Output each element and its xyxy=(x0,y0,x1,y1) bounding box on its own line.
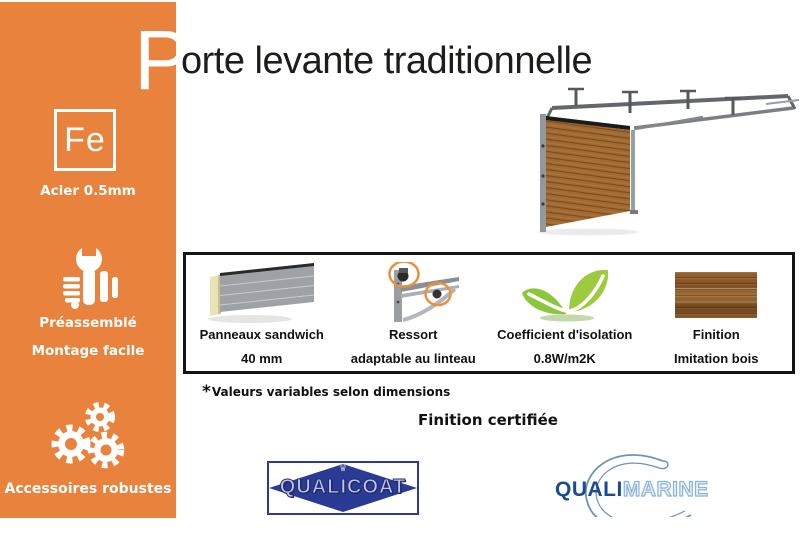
qualimarine-prefix: QUALI xyxy=(555,478,623,501)
asterisk-mark: * xyxy=(202,382,211,402)
feature-title: Panneaux sandwich xyxy=(199,327,324,342)
qualimarine-logo xyxy=(545,449,725,517)
fe-symbol: Fe xyxy=(64,120,106,159)
feature-sandwich-panel xyxy=(186,255,338,371)
feature-spring xyxy=(338,255,490,371)
accessories-label: Accessoires robustes xyxy=(4,481,172,497)
page-title-initial: P xyxy=(134,13,191,107)
qualicoat-wordmark: QUALICOAT xyxy=(279,476,407,498)
wrench-tools-icon xyxy=(0,243,176,311)
footnote-text: Valeurs variables selon dimensions xyxy=(211,385,451,399)
qualicoat-logo xyxy=(267,461,419,515)
qualimarine-suffix: MARINE xyxy=(622,478,709,501)
sandwich-panel-image xyxy=(202,263,322,323)
certified-finish-label: Finition certifiée xyxy=(418,411,558,429)
preassembled-label: Préassemblé xyxy=(39,315,137,331)
feature-value: 40 mm xyxy=(241,351,283,366)
feature-value: adaptable au linteau xyxy=(350,351,476,366)
easy-mount-label: Montage facile xyxy=(31,343,145,359)
feature-value: 0.8W/m2K xyxy=(533,351,596,366)
feature-finish xyxy=(641,255,793,371)
feature-insulation xyxy=(489,255,641,371)
garage-door-illustration xyxy=(488,84,800,236)
wood-finish-image xyxy=(675,263,757,323)
page-title: orte levante traditionnelle xyxy=(181,40,593,82)
feature-title: Coefficient d'isolation xyxy=(497,327,633,342)
feature-value: Imitation bois xyxy=(674,351,759,366)
crown-icon: ♛ xyxy=(338,463,348,473)
gears-icon xyxy=(0,400,176,474)
qualimarine-wordmark xyxy=(555,478,709,502)
features-box xyxy=(183,252,795,374)
wood-texture xyxy=(675,272,757,318)
feature-title: Ressort xyxy=(389,327,438,342)
wrench-tools-svg xyxy=(50,243,126,311)
footnote xyxy=(202,381,450,401)
spring-lintel-image xyxy=(365,263,461,323)
gears-svg xyxy=(40,400,136,474)
leaf-icon xyxy=(519,263,611,323)
steel-label: Acier 0.5mm xyxy=(40,183,136,199)
feature-title: Finition xyxy=(692,327,740,342)
fe-element-icon xyxy=(54,109,116,171)
